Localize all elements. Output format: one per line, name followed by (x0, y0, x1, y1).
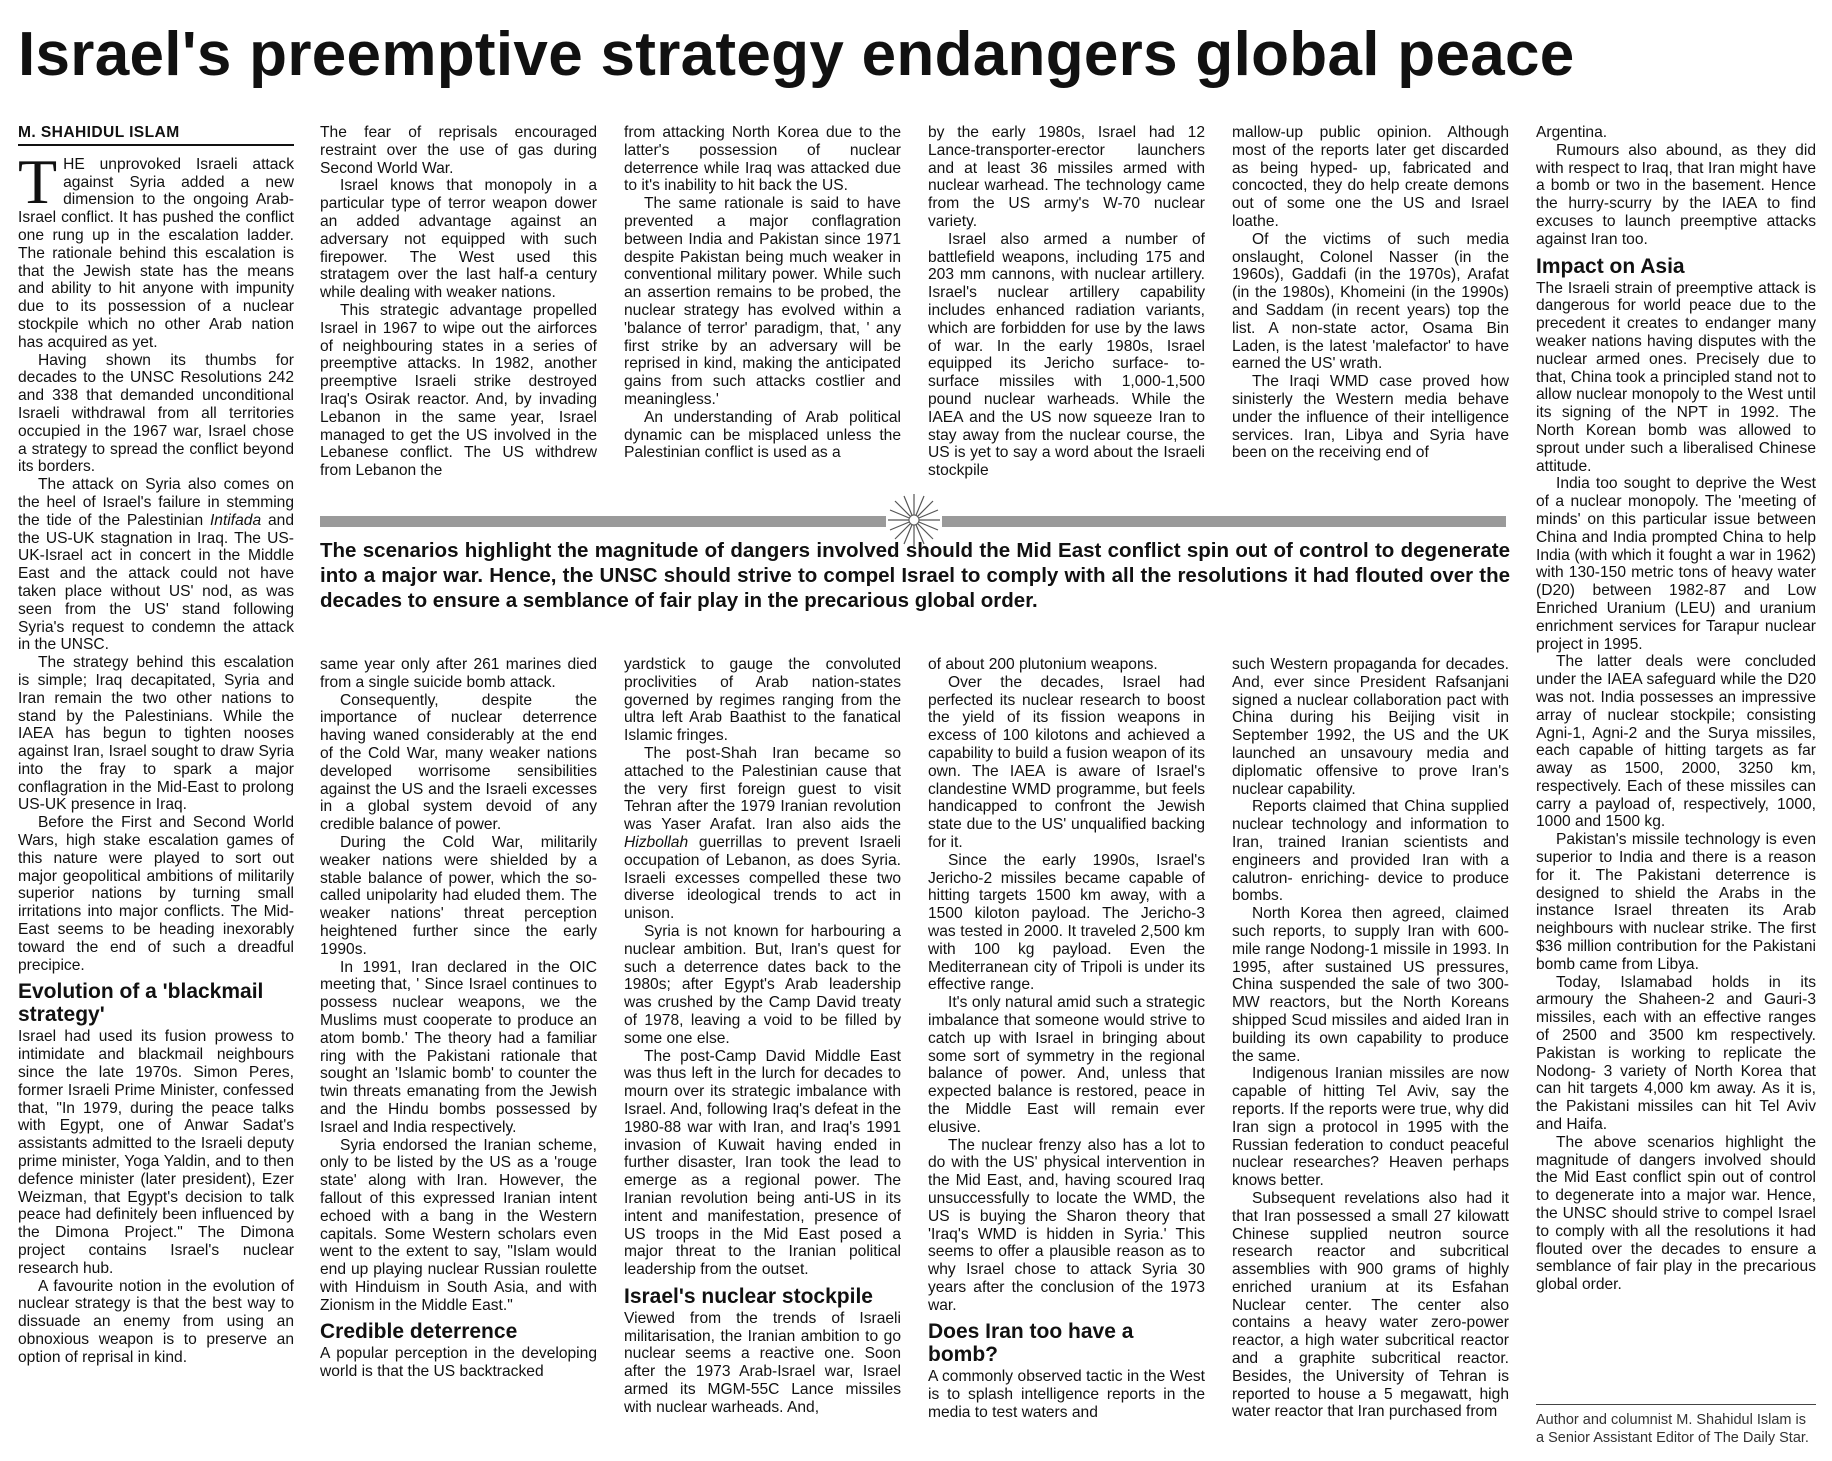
subhead: Credible deterrence (320, 1320, 518, 1344)
column-1 (18, 124, 294, 1454)
paragraph: Indigenous Iranian missiles are now capable of hitting Tel Aviv, say the reports. If the reports were true, why did Iran sign a protocol in 1995 with the Russian federation to conduct peaceful nuclear researches? Heaven perhaps knows better. (1232, 1065, 1509, 1190)
paragraph: It's only natural amid such a strategic imbalance that someone would strive to catch up with Israel in bringing about some sort of symmetry in the regional balance of power. And, unless that expected balance is restored, peace in the Middle East will remain ever elusive. (928, 994, 1205, 1136)
text-run: and the US-UK stagnation in Iraq. The US-UK-Israel act in concert in the Middle East and the attack could not have taken place without US' nod, as was seen from the US' stand following Syria's request to condemn the attack in the UNSC. (18, 511, 294, 654)
column-5-bottom (1232, 656, 1509, 1456)
paragraph: Today, Islamabad holds in its armoury the Shaheen-2 and Gauri-3 missiles, each with an effective ranges of 2500 and 3500 km respectively. Pakistan is working to replicate the Nodong- 3 variety of North Korea that can hit targets 4,000 km away. As it is, the Pakistani missiles can hit Tel Aviv and Haifa. (1536, 973, 1816, 1134)
text-run: guerrillas to prevent Israeli occupation of Lebanon, as does Syria. Israeli excesses compelled these two diverse ideological trends to act in unison. (624, 833, 901, 923)
paragraph: Pakistan's missile technology is even superior to India and there is a reason for it. The Pakistani deterrence is designed to shield the Arabs in the instance Israel threaten its Arab neighbours with nuclear strike. The first $36 million contribution for the Pakistani bomb came from Libya. (1536, 831, 1816, 973)
paragraph: Subsequent revelations also had it that Iran possessed a small 27 kilowatt Chinese supplied neutron source research reactor and subcritical assemblies with 900 grams of highly enriched uranium at its Esfahan Nuclear center. The center also contains a heavy water zero-power reactor, a high water subcritical reactor and a graphite subcritical reactor. Besides, the University of Tehran is reported to house a 5 megawatt, high water reactor that Iran purchased from (1232, 1189, 1509, 1421)
paragraph: Reports claimed that China supplied nuclear technology and information to Iran, trained Iranian scientists and engineers and provided Iran with a calutron- enriching- device to produce bombs. (1232, 798, 1509, 905)
paragraph: by the early 1980s, Israel had 12 Lance-transporter-erector launchers and at least 36 missiles armed with nuclear warhead. The technology came from the US army's W-70 nuclear variety. (928, 124, 1205, 230)
lead-paragraph (18, 145, 294, 352)
paragraph: Israel knows that monopoly in a particular type of terror weapon dower an added advantage against an adversary not equipped with such firepower. The West used this stratagem over the last half-a century while dealing with weaker nations. (320, 177, 597, 302)
paragraph: Since the early 1990s, Israel's Jericho-2 missiles became capable of hitting targets 1500 km away, with a 1500 kiloton payload. The Jericho-3 was tested in 2000. It traveled 2,500 km with 100 kg payload. Even the Mediterranean city of Tripoli is under its effective range. (928, 851, 1205, 994)
byline: M. SHAHIDUL ISLAM (18, 124, 294, 146)
paragraph: North Korea then agreed, claimed such reports, to supply Iran with 600-mile range Nodong-1 missile in 1993. In 1995, after sustained US pressures, China suspended the sale of two 300-MW reactors, but the North Koreans shipped Scud missiles and aided Iran in building its own capability to produce the same. (1232, 905, 1509, 1065)
column-5-top (1232, 124, 1509, 496)
headline: Israel's preemptive strategy endangers global peace (18, 20, 1575, 89)
paragraph: In 1991, Iran declared in the OIC meeting that, ' Since Israel continues to possess nuclear weapons, we the Muslims must cooperate to produce an atom bomb.' The theory had a familiar ring with the Pakistani rationale that sought an 'Islamic bomb' to counter the twin threats emanating from the Jewish and the Hindu bombs possessed by Israel and India respectively. (320, 958, 597, 1136)
drop-cap: T (18, 145, 58, 217)
paragraph: This strategic advantage propelled Israel in 1967 to wipe out the airforces of neighbouring states in a series of preemptive attacks. In 1982, another preemptive Israeli strike destroyed Iraq's Osirak reactor. And, by invading Lebanon in the same year, Israel managed to get the US involved in the Lebanese conflict. The US withdrew from Lebanon the (320, 301, 597, 480)
paragraph: Syria is not known for harbouring a nuclear ambition. But, Iran's quest for such a deterrence dates back to the 1980s; after Egypt's Arab leadership was crushed by the Camp David treaty of 1978, leaving a void to be filled by some one else. (624, 922, 901, 1047)
paragraph: such Western propaganda for decades. And, ever since President Rafsanjani signed a nuclear collaboration pact with China during his Beijing visit in September 1992, the US and the UK launched an unsavoury media and diplomatic offensive to prove Iran's nuclear capability. (1232, 656, 1509, 798)
paragraph: During the Cold War, militarily weaker nations were shielded by a stable balance of power, which the so-called unipolarity had eluded them. The weaker nations' threat perception heightened further since the early 1990s. (320, 833, 597, 958)
italic-term: Hizbollah (624, 833, 689, 851)
text-run: The post-Shah Iran became so attached to the Palestinian cause that the very first foreign guest to visit Tehran after the 1979 Iranian revolution was Yaser Arafat. Iran also aids the (624, 744, 901, 834)
lead-text: HE unprovoked Israeli attack against Syria added a new dimension to the ongoing Arab-Israel conflict. It has pushed the conflict one rung up in the escalation ladder. The rationale behind this escalation is that the Jewish state has the means and ability to hit anyone with impunity due to its possession of a nuclear stockpile which no other Arab nation has acquired as yet. (18, 155, 294, 351)
paragraph: mallow-up public opinion. Although most of the reports later get discarded as being hyped- up, fabricated and concocted, they do help create demons out of some one the US and Israel loathe. (1232, 124, 1509, 230)
paragraph: India too sought to deprive the West of a nuclear monopoly. The 'meeting of minds' on this particular issue between China and India prompted China to help India (with which it fought a war in 1962) with 130-150 metric tons of heavy water (D20) between 1982-87 and Low Enriched Uranium (LEU) and uranium enrichment services for Tarapur nuclear project in 1995. (1536, 475, 1816, 653)
pullquote: The scenarios highlight the magnitude of dangers involved should the Mid East conflict spin out of control to degenerate into a major war. Hence, the UNSC should strive to compel Israel to comply with all the resolutions it had flouted over the decades to ensure a semblance of fair play in the precarious global order. (320, 539, 1510, 612)
paragraph: Over the decades, Israel had perfected its nuclear research to boost the yield of its fission weapons in excess of 100 kilotons and achieved a capability to build a fusion weapon of its own. The IAEA is aware of Israel's clandestine WMD programme, but feels handicapped to confront the Jewish state due to the US' unqualified backing for it. (928, 673, 1205, 851)
paragraph (18, 476, 294, 654)
paragraph: Argentina. (1536, 124, 1608, 141)
paragraph: Viewed from the trends of Israeli militarisation, the Iranian ambition to go nuclear seems a reactive one. Soon after the 1973 Arab-Israel war, Israel armed its MGM-55C Lance missiles with nuclear warheads. And, (624, 1309, 901, 1416)
column-2-bottom (320, 656, 597, 1456)
paragraph: An understanding of Arab political dynamic can be misplaced unless the Palestinian conflict is used as a (624, 408, 901, 462)
column-2-top (320, 124, 597, 496)
paragraph: The same rationale is said to have prevented a major conflagration between India and Pakistan since 1971 despite Pakistan being much weaker in conventional military power. While such an assertion remains to be probed, the nuclear strategy has evolved within a 'balance of terror' paradigm, that, ' any first strike by an adversary will be reprised in kind, making the anticipated gains from such attacks costlier and meaningless.' (624, 195, 901, 408)
paragraph: Consequently, despite the importance of nuclear deterrence having waned considerably at the end of the Cold War, many weaker nations developed worrisome sensibilities against the US and the Israeli excesses in a global system devoid of any credible balance of power. (320, 691, 597, 834)
paragraph: Having shown its thumbs for decades to the UNSC Resolutions 242 and 338 that demanded unconditional Israeli withdrawal from all territories occupied in the 1967 war, Israel chose a strategy to spread the conflict beyond its borders. (18, 351, 294, 476)
text-run: The attack on Syria also comes on the heel of Israel's failure in stemming the tide of the Palestinian (18, 476, 294, 529)
paragraph: of about 200 plutonium weapons. (928, 656, 1158, 673)
paragraph: Syria endorsed the Iranian scheme, only to be listed by the US as a 'rouge state' along with Iran. However, the fallout of this expressed Iranian intent echoed with a bang in the Western capitals. Some Western scholars even went to the extent to say, "Islam would end up playing nuclear Russian roulette with Hinduism in South Asia, and with Zionism in the Middle East." (320, 1136, 597, 1314)
paragraph: The Israeli strain of preemptive attack is dangerous for world peace due to the precedent it creates to endanger many weaker nations having disputes with the nuclear armed ones. Precisely due to that, China took a principled stand not to allow nuclear monopoly to the West until its signing of the NPT in 1992. The North Korean bomb was allowed to sprout under such a liberalised Chinese attitude. (1536, 279, 1816, 475)
column-4-bottom (928, 656, 1205, 1456)
paragraph: A favourite notion in the evolution of nuclear strategy is that the best way to dissuade an enemy from using an obnoxious weapon is to preserve an option of reprisal in kind. (18, 1277, 294, 1366)
paragraph: A commonly observed tactic in the West is to splash intelligence reports in the media to test waters and (928, 1368, 1205, 1422)
column-3-bottom (624, 656, 901, 1456)
paragraph: The above scenarios highlight the magnitude of dangers involved should the Mid East conflict spin out of control to degenerate into a major war. Hence, the UNSC should strive to compel Israel to comply with all the resolutions it had flouted over the decades to ensure a semblance of fair play in the precarious global order. (1536, 1133, 1816, 1294)
column-3-top (624, 124, 901, 496)
paragraph: Of the victims of such media onslaught, Colonel Nasser (in the 1960s), Gaddafi (in the 1970s), Arafat (in the 1980s), Khomeini (in the 1990s) and Saddam (in recent years) top the list. A non-state actor, Osama Bin Laden, is the latest 'malefactor' to have earned the US' wrath. (1232, 230, 1509, 373)
paragraph (624, 745, 901, 923)
paragraph: The latter deals were concluded under the IAEA safeguard while the D20 was not. India possesses an impressive array of nuclear stockpile; consisting Agni-1, Agni-2 and the Surya missiles, each capable of hitting targets as far away as 1500, 2000, 3250 km, respectively. Each of these missiles can carry a payload of, respectively, 1000, 1000 and 1500 kg. (1536, 653, 1816, 831)
column-4-top (928, 124, 1205, 496)
paragraph: yardstick to gauge the convoluted proclivities of Arab nation-states governed by regimes ranging from the ultra left Arab Baathist to the fanatical Islamic fringes. (624, 656, 901, 745)
column-6 (1536, 124, 1816, 1394)
subhead: Evolution of a 'blackmail strategy' (18, 980, 264, 1027)
paragraph: from attacking North Korea due to the latter's possession of nuclear deterrence while Iraq was attacked due to it's inability to hit back the US. (624, 124, 901, 195)
paragraph: Israel also armed a number of battlefield weapons, including 175 and 203 mm cannons, with nuclear artillery. Israel's nuclear artillery capability includes enhanced radiation variants, which are forbidden for use by the laws of war. In the early 1980s, Israel equipped its Jericho surface- to- surface missiles with 1,000-1,500 pound nuclear warheads. While the IAEA and the US now squeeze Iran to stay away from the nuclear course, the US is yet to say a word about the Israeli stockpile (928, 230, 1205, 480)
paragraph: The fear of reprisals encouraged restraint over the use of gas during Second World War. (320, 124, 597, 177)
paragraph: Israel had used its fusion prowess to intimidate and blackmail neighbours since the late 1970s. Simon Peres, former Israeli Prime Minister, confessed that, "In 1979, during the peace talks with Egypt, one of Anwar Sadat's assistants admitted to the Israeli deputy prime minister, Yoga Yaldin, and to then defence minister (later president), Ezer Weizman, that Egypt's decision to talk peace had definitely been influenced by the Dimona Project." The Dimona project contains Israel's nuclear research hub. (18, 1028, 294, 1277)
paragraph: The Iraqi WMD case proved how sinisterly the Western media behave under the influence of their intelligence services. Iran, Libya and Syria have been on the receiving end of (1232, 373, 1509, 462)
italic-term: Intifada (209, 511, 262, 529)
paragraph: Before the First and Second World Wars, high stake escalation games of this nature were played to sort out major geopolitical ambitions of militarily superior nations by turning small irritations into major conflicts. The Mid-East seems to be heading inexorably toward the end of such a dreadful precipice. (18, 814, 294, 974)
paragraph: Rumours also abound, as they did with respect to Iraq, that Iran might have a bomb or two in the basement. Hence the hurry-scurry by the IAEA to find excuses to launch preemptive attacks against Iran too. (1536, 141, 1816, 248)
subhead: Israel's nuclear stockpile (624, 1284, 873, 1308)
paragraph: The strategy behind this escalation is simple; Iraq decapitated, Syria and Iran remain the two other nations to stand by the Palestinians. While the IAEA has begun to tighten nooses against Iran, Israel sought to draw Syria into the fray to spark a major conflagration in the Mid-East to prolong US-UK presence in Iraq. (18, 654, 294, 814)
paragraph: The nuclear frenzy also has a lot to do with the US' physical intervention in the Mid East, and, having scoured Iraq unsuccessfully to locate the WMD, the US is buying the Sharon theory that 'Iraq's WMD is hidden in Syria.' This seems to offer a plausible reason as to why Israel chose to attack Syria 30 years after the conclusion of the 1973 war. (928, 1136, 1205, 1314)
author-note: Author and columnist M. Shahidul Islam is a Senior Assistant Editor of The Daily Star. (1536, 1404, 1816, 1447)
subhead: Impact on Asia (1536, 254, 1685, 278)
paragraph: A popular perception in the developing world is that the US backtracked (320, 1345, 597, 1381)
paragraph: The post-Camp David Middle East was thus left in the lurch for decades to mourn over its strategic imbalance with Israel. And, following Iraq's defeat in the 1980-88 war with Iran, and Iraq's 1991 invasion of Kuwait having ended in further disaster, Iran took the lead to emerge as a regional power. The Iranian revolution being anti-US in its intent and manifestation, presence of US troops in the Mid East posed a major threat to the Iranian political leadership from the outset. (624, 1047, 901, 1279)
subhead: Does Iran too have a bomb? (928, 1320, 1134, 1367)
paragraph: same year only after 261 marines died from a single suicide bomb attack. (320, 656, 597, 691)
